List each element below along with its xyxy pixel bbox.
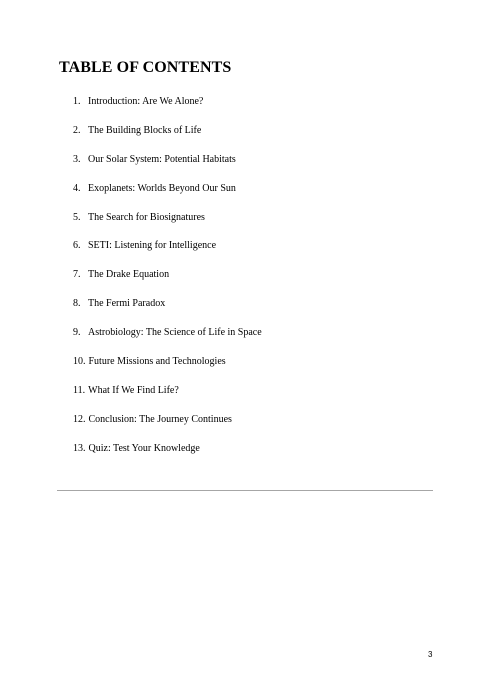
toc-item [73,442,262,471]
toc-item [73,384,262,413]
toc-item-number: 9. [73,327,81,339]
toc-item-text: Introduction: Are We Alone? [88,96,204,107]
toc-item-text: SETI: Listening for Intelligence [88,240,217,252]
toc-item-number: 3. [73,153,81,165]
toc-item-number: 10. [73,356,86,368]
toc-item [73,413,262,442]
toc-list [73,95,262,471]
toc-item-text: The Search for Biosignatures [88,211,205,223]
toc-item [73,211,262,240]
toc-item-text: Conclusion: The Journey Continues [88,413,232,425]
toc-item-number: 13. [73,442,86,454]
toc-item [73,182,262,211]
toc-item [73,326,262,355]
toc-item [73,124,262,153]
toc-title: TABLE OF CONTENTS [59,59,232,76]
toc-item [73,239,262,268]
toc-item-number: 5. [73,211,81,223]
toc-item-text: The Building Blocks of Life [88,124,202,136]
toc-item-text: Quiz: Test Your Knowledge [88,442,200,454]
toc-item [73,153,262,182]
toc-item-text: The Drake Equation [88,269,170,281]
toc-item-text: Astrobiology: The Science of Life in Space [88,327,262,339]
toc-item-number: 4. [73,182,81,194]
toc-item-number: 2. [73,124,81,136]
toc-item [73,355,262,384]
toc-item [73,268,262,297]
page-number: 3 [428,650,433,659]
toc-item-text: Our Solar System: Potential Habitats [88,153,236,165]
toc-item-text: Exoplanets: Worlds Beyond Our Sun [88,182,236,194]
toc-item-text: The Fermi Paradox [88,298,166,310]
toc-item [73,95,262,124]
toc-item [73,297,262,326]
toc-item-number: 11. [73,384,86,396]
horizontal-divider [57,490,433,491]
toc-item-number: 1. [73,96,81,107]
toc-item-number: 6. [73,240,81,252]
toc-item-number: 8. [73,298,81,310]
toc-item-text: Future Missions and Technologies [88,356,226,368]
toc-item-number: 7. [73,269,81,281]
toc-item-text: What If We Find Life? [88,384,179,396]
toc-item-number: 12. [73,413,86,425]
